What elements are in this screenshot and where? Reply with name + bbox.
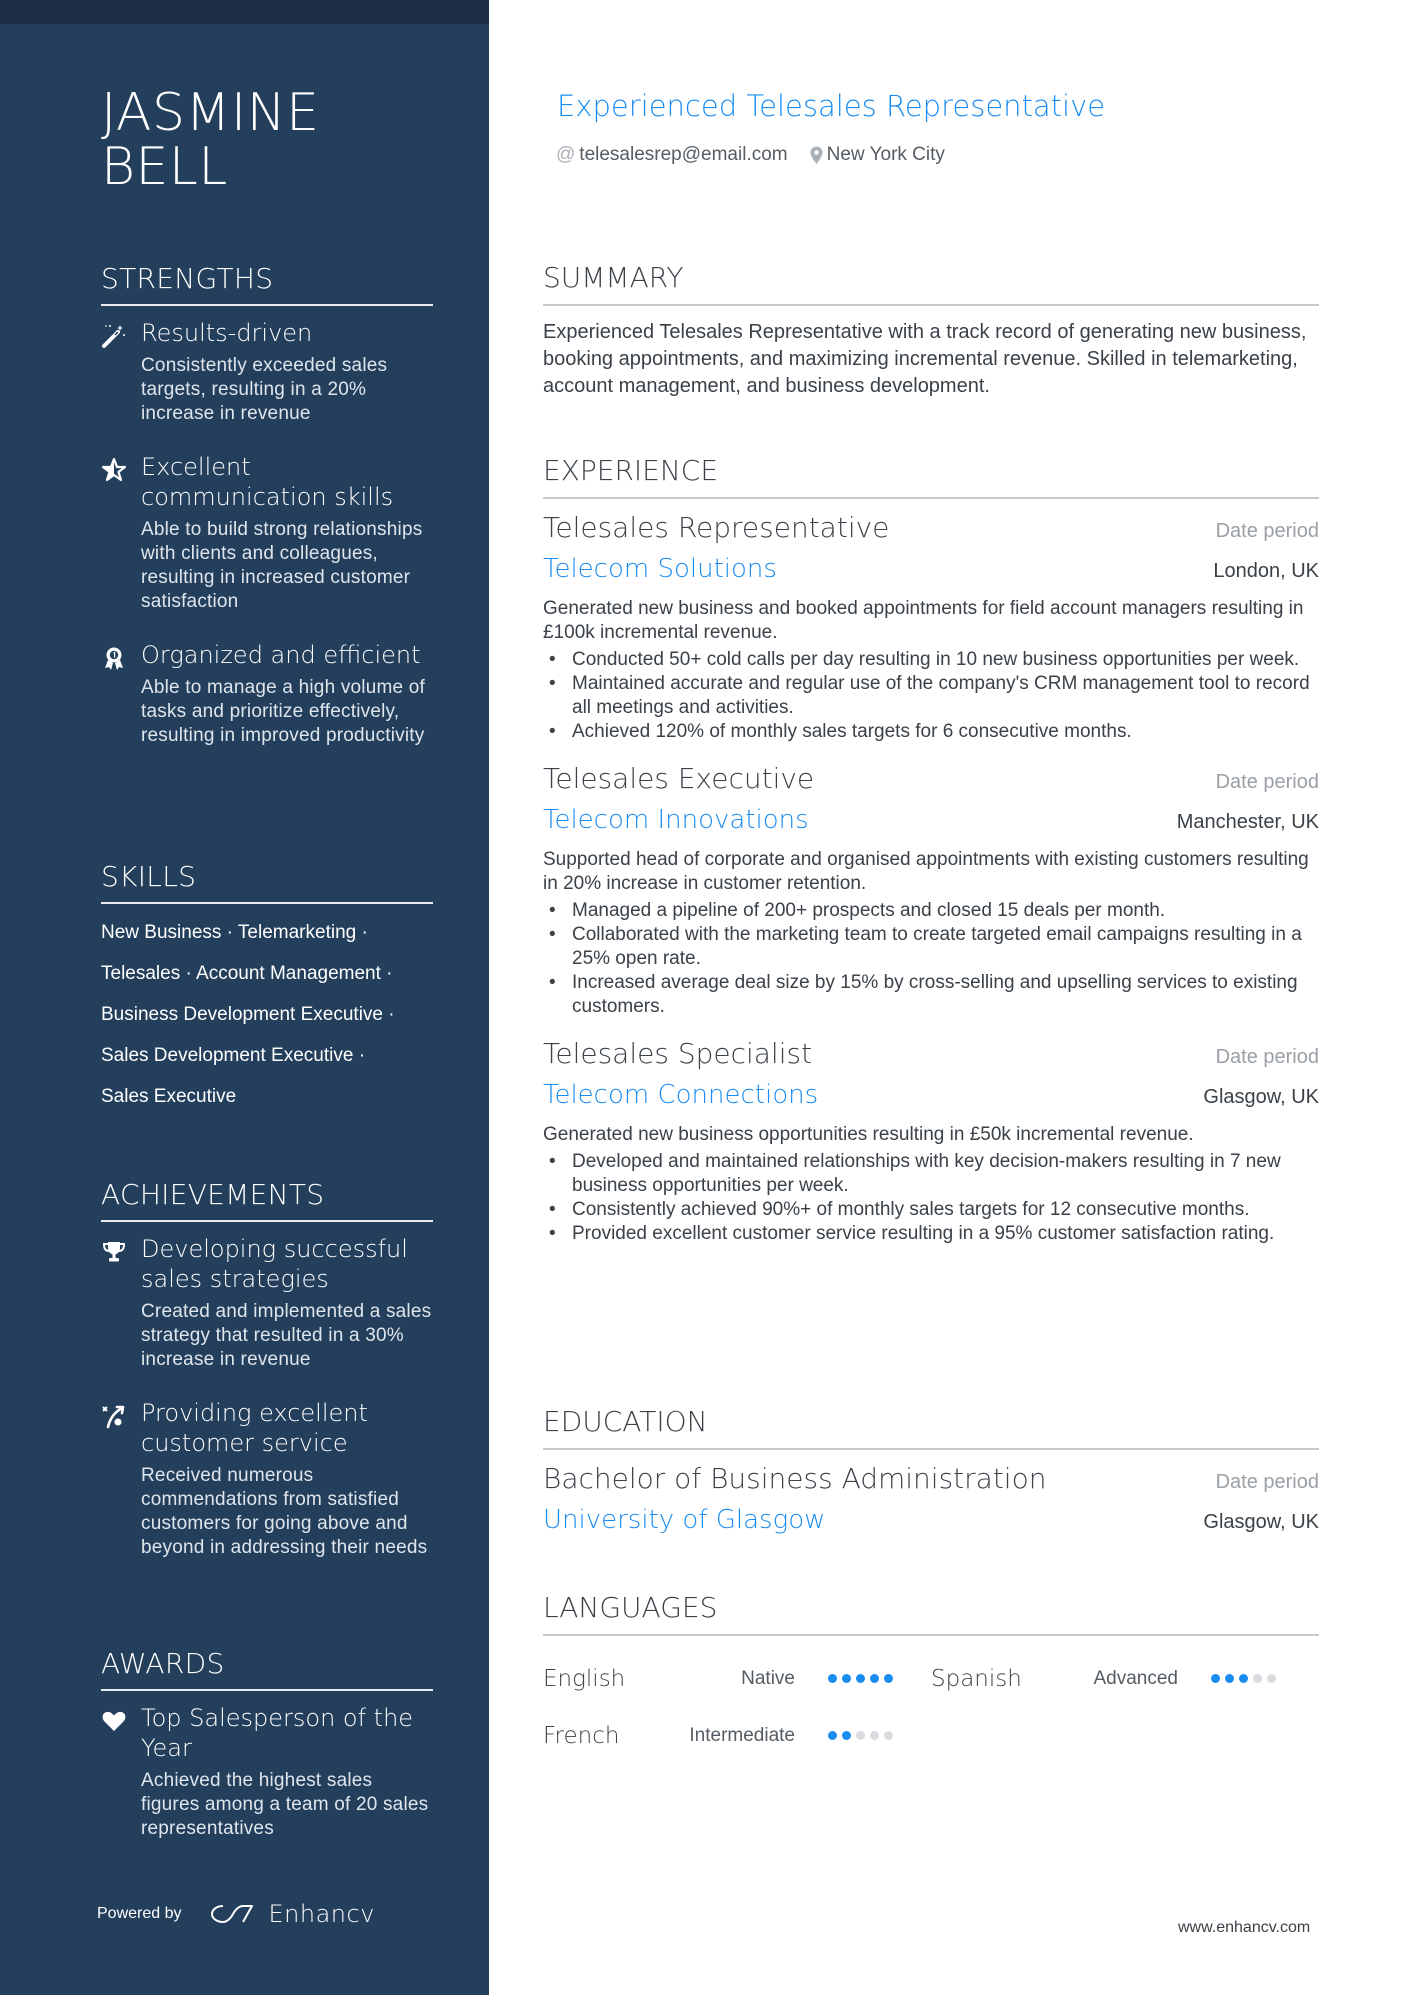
achievement-title: Developing successful sales strategies	[141, 1235, 408, 1293]
section-divider	[101, 304, 433, 306]
languages-list	[543, 1650, 1319, 1764]
headline: Experienced Telesales Representative	[557, 89, 1106, 123]
strategy-icon	[101, 1403, 127, 1429]
sidebar	[0, 0, 489, 1995]
rating-dot-filled	[1225, 1674, 1234, 1683]
powered-by-label: Powered by	[97, 1905, 182, 1922]
job-role: Telesales Representative	[543, 511, 890, 544]
sidebar-top-bar	[0, 0, 489, 24]
rating-dot-empty	[884, 1731, 893, 1740]
job-bullet: • Developed and maintained relationships with key decision-makers resulting in 7 new business opportunities per week.	[543, 1150, 1319, 1198]
job-bullet: • Consistently achieved 90%+ of monthly sales targets for 12 consecutive months.	[543, 1198, 1319, 1222]
language-rating	[828, 1731, 898, 1740]
strength-title: Excellent communication skills	[141, 453, 394, 511]
award-title: Top Salesperson of the Year	[141, 1704, 414, 1762]
achievement-title: Providing excellent customer service	[141, 1399, 368, 1457]
achievement-item	[101, 1234, 433, 1372]
job-entry	[543, 1035, 1319, 1246]
rating-dot-empty	[856, 1731, 865, 1740]
strength-description: Able to manage a high volume of tasks and prioritize effectively, resulting in improved productivity	[141, 677, 425, 746]
languages-row	[543, 1650, 1319, 1707]
job-location: Glasgow, UK	[1203, 1086, 1319, 1108]
at-icon: @	[556, 144, 576, 165]
summary-title: SUMMARY	[543, 261, 684, 294]
job-bullet: • Increased average deal size by 15% by cross-selling and upselling services to existing customers.	[543, 971, 1319, 1019]
language-level: Native	[741, 1667, 795, 1689]
rating-dot-filled	[870, 1674, 879, 1683]
skill-row: New Business · Telemarketing ·	[101, 922, 368, 943]
section-divider	[543, 497, 1319, 499]
skills-section	[101, 860, 433, 1117]
email-text: telesalesrep@email.com	[579, 144, 788, 165]
strength-description: Able to build strong relationships with clients and colleagues, resulting in increased customer satisfaction	[141, 519, 423, 612]
rating-dot-empty	[870, 1731, 879, 1740]
job-location: London, UK	[1213, 560, 1319, 582]
skill-row: Telesales · Account Management ·	[101, 963, 393, 984]
achievements-title: ACHIEVEMENTS	[101, 1178, 325, 1211]
job-bullet: • Maintained accurate and regular use of the company's CRM management tool to record all meetings and activities.	[543, 672, 1319, 720]
job-bullet: • Managed a pipeline of 200+ prospects and closed 15 deals per month.	[543, 899, 1319, 923]
email-contact[interactable]	[556, 144, 788, 166]
skill-row: Sales Executive	[101, 1086, 237, 1107]
first-name: JASMINE	[101, 83, 320, 143]
experience-title: EXPERIENCE	[543, 454, 719, 487]
location-contact	[810, 144, 945, 166]
enhancv-logo-text: Enhancv	[268, 1900, 375, 1928]
enhancv-logo-icon	[209, 1901, 255, 1927]
education-location: Glasgow, UK	[1203, 1511, 1319, 1533]
map-pin-icon	[810, 146, 823, 165]
job-bullet: • Collaborated with the marketing team to create targeted email campaigns resulting in a 25% open rate.	[543, 923, 1319, 971]
job-bullets	[543, 1150, 1319, 1246]
job-company: Telecom Innovations	[543, 805, 809, 835]
job-entry	[543, 760, 1319, 1019]
language-item	[931, 1666, 1319, 1692]
job-bullet: • Achieved 120% of monthly sales targets for 6 consecutive months.	[543, 720, 1319, 744]
star-icon	[101, 457, 127, 483]
language-level: Intermediate	[689, 1724, 795, 1746]
language-name: French	[543, 1722, 620, 1749]
job-entry	[543, 509, 1319, 744]
job-date: Date period	[1215, 771, 1319, 793]
job-description: Supported head of corporate and organised appointments with existing customers resulting in 20% increase in customer retention.	[543, 849, 1309, 894]
last-name: BELL	[101, 137, 228, 197]
languages-row	[543, 1707, 1319, 1764]
skill-row: Business Development Executive ·	[101, 1004, 395, 1025]
rating-dot-filled	[842, 1674, 851, 1683]
award-item	[101, 1703, 433, 1841]
languages-title: LANGUAGES	[543, 1591, 718, 1624]
job-company: Telecom Connections	[543, 1080, 819, 1110]
rating-dot-empty	[1267, 1674, 1276, 1683]
medal-icon	[101, 645, 127, 671]
school: University of Glasgow	[543, 1505, 826, 1535]
magic-wand-icon	[101, 323, 127, 349]
strength-item	[101, 318, 433, 426]
language-item	[543, 1666, 931, 1692]
section-divider	[101, 1689, 433, 1691]
language-rating	[828, 1674, 898, 1683]
award-description: Achieved the highest sales figures among a team of 20 sales representatives	[141, 1770, 429, 1839]
job-location: Manchester, UK	[1176, 811, 1319, 833]
language-name: Spanish	[931, 1665, 1022, 1692]
education-section	[543, 1405, 1319, 1542]
rating-dot-empty	[1253, 1674, 1262, 1683]
rating-dot-filled	[884, 1674, 893, 1683]
degree: Bachelor of Business Administration	[543, 1462, 1047, 1495]
job-bullets	[543, 648, 1319, 744]
section-divider	[543, 304, 1319, 306]
achievement-item	[101, 1398, 433, 1560]
footer-url[interactable]: www.enhancv.com	[1178, 1919, 1311, 1936]
job-company: Telecom Solutions	[543, 554, 777, 584]
language-item	[543, 1723, 958, 1749]
rating-dot-filled	[842, 1731, 851, 1740]
strength-item	[101, 452, 433, 614]
strength-title: Results-driven	[141, 319, 313, 347]
rating-dot-filled	[1239, 1674, 1248, 1683]
candidate-name	[101, 83, 320, 197]
education-entry	[543, 1460, 1319, 1542]
section-divider	[101, 1220, 433, 1222]
awards-section	[101, 1647, 433, 1867]
achievements-section	[101, 1178, 433, 1586]
job-bullet: • Conducted 50+ cold calls per day resulting in 10 new business opportunities per week.	[543, 648, 1319, 672]
skill-row: Sales Development Executive ·	[101, 1045, 366, 1066]
language-name: English	[543, 1665, 626, 1692]
powered-by	[97, 1900, 375, 1928]
enhancv-logo[interactable]	[209, 1900, 375, 1928]
language-level: Advanced	[1093, 1667, 1178, 1689]
experience-section	[543, 454, 1319, 1246]
summary-text: Experienced Telesales Representative with a track record of generating new business, booking appointments, and maximizing incremental revenue. Skilled in telemarketing, account management, and business development.	[543, 321, 1307, 397]
rating-dot-filled	[856, 1674, 865, 1683]
rating-dot-filled	[828, 1731, 837, 1740]
rating-dot-filled	[1211, 1674, 1220, 1683]
job-role: Telesales Specialist	[543, 1037, 813, 1070]
section-divider	[543, 1448, 1319, 1450]
strength-item	[101, 640, 433, 748]
strength-title: Organized and efficient	[141, 641, 421, 669]
skills-title: SKILLS	[101, 860, 197, 893]
trophy-icon	[101, 1239, 127, 1265]
strength-description: Consistently exceeded sales targets, resulting in a 20% increase in revenue	[141, 355, 388, 424]
strengths-title: STRENGTHS	[101, 262, 274, 295]
location-text: New York City	[826, 144, 945, 165]
contact-info	[556, 144, 967, 166]
section-divider	[101, 902, 433, 904]
rating-dot-filled	[828, 1674, 837, 1683]
strengths-section	[101, 262, 433, 774]
skills-list	[101, 912, 433, 1117]
job-bullet: • Provided excellent customer service resulting in a 95% customer satisfaction rating.	[543, 1222, 1319, 1246]
achievement-description: Created and implemented a sales strategy that resulted in a 30% increase in revenue	[141, 1301, 432, 1370]
job-role: Telesales Executive	[543, 762, 815, 795]
heart-icon	[101, 1708, 127, 1734]
job-description: Generated new business opportunities resulting in £50k incremental revenue.	[543, 1124, 1194, 1145]
job-date: Date period	[1215, 520, 1319, 542]
education-title: EDUCATION	[543, 1405, 708, 1438]
summary-section	[543, 261, 1319, 400]
section-divider	[543, 1634, 1319, 1636]
achievement-description: Received numerous commendations from satisfied customers for going above and beyond in addressing their needs	[141, 1465, 428, 1558]
language-rating	[1211, 1674, 1281, 1683]
languages-section	[543, 1591, 1319, 1764]
job-bullets	[543, 899, 1319, 1019]
education-date: Date period	[1215, 1471, 1319, 1493]
job-date: Date period	[1215, 1046, 1319, 1068]
job-description: Generated new business and booked appointments for field account managers resulting in £100k incremental revenue.	[543, 598, 1304, 643]
awards-title: AWARDS	[101, 1647, 225, 1680]
